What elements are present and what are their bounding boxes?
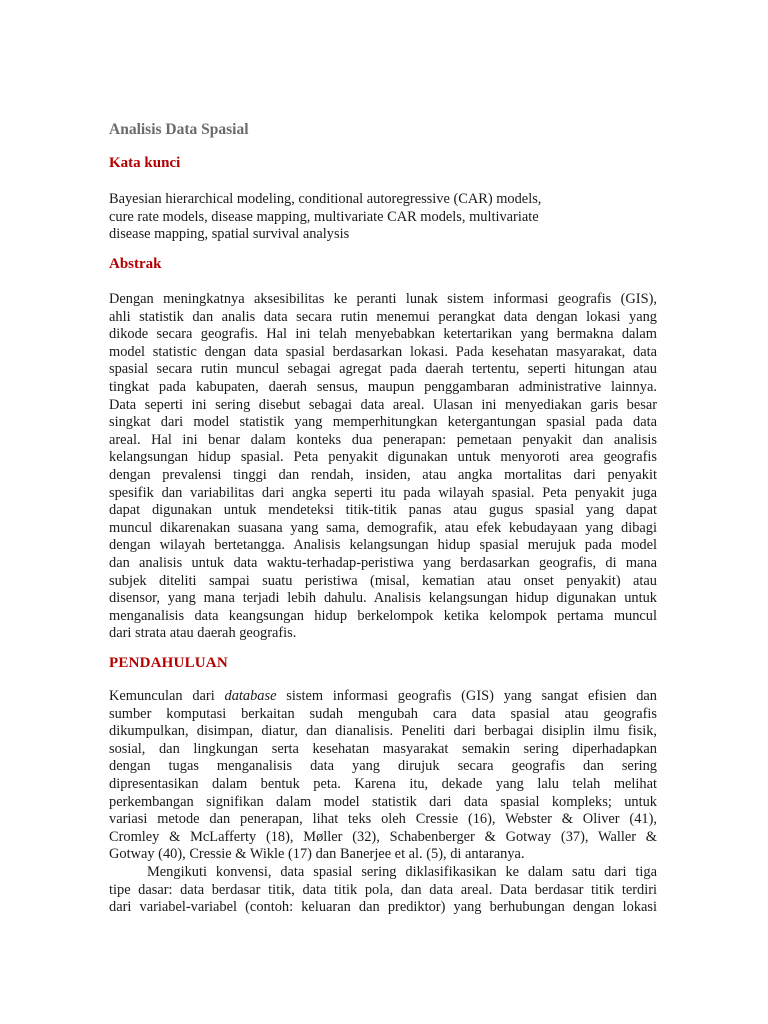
introduction-line: perkembangan signifikan dalam model statistik dari data spasial kompleks; untuk <box>109 793 657 810</box>
keywords-paragraph <box>109 191 657 244</box>
introduction-line: Cromley & McLafferty (18), Møller (32), Schabenberger & Gotway (37), Waller & <box>109 828 657 845</box>
introduction-line-prefix: Kemunculan dari <box>109 688 225 704</box>
abstract-line: dan analisis untuk data waktu-terhadap-peristiwa yang berdasarkan geografis, di mana <box>109 554 657 571</box>
abstract-line: singkat dari model statistik yang memperhitungkan ketergantungan spasial pada data <box>109 414 657 431</box>
keywords-heading: Kata kunci <box>109 155 181 171</box>
abstract-line: spasial secara rutin muncul sebagai agregat pada daerah tertentu, seperti hitungan atau <box>109 361 657 378</box>
introduction-line: variasi metode dan penerapan, lihat teks oleh Cressie (16), Webster & Oliver (41), <box>109 811 657 828</box>
abstract-heading: Abstrak <box>109 256 162 272</box>
abstract-line: kelangsungan hidup spasial. Peta penyakit digunakan untuk menyoroti area geografis <box>109 449 657 466</box>
keywords-line: disease mapping, spatial survival analysis <box>109 226 350 243</box>
introduction-line: Mengikuti konvensi, data spasial sering diklasifikasikan ke dalam satu dari tiga <box>147 863 657 880</box>
database-term: database <box>224 688 277 704</box>
abstract-line: tingkat pada kabupaten, daerah sensus, maupun penggambaran administrative lainnya. <box>109 378 657 395</box>
abstract-line: dapat digunakan untuk mendeteksi titik-titik panas atau gugus spasial yang dapat <box>109 502 657 519</box>
introduction-line <box>109 688 657 706</box>
abstract-line: Data seperti ini sering disebut sebagai data areal. Ulasan ini menyediakan garis besar <box>109 396 657 413</box>
keywords-line: cure rate models, disease mapping, multivariate CAR models, multivariate <box>109 208 539 225</box>
abstract-line: menganalisis data keangsungan hidup berkelompok ketika kelompok pertama muncul <box>109 607 657 624</box>
introduction-line: sumber komputasi berkaitan sudah mengubah cara data spasial atau geografis <box>109 705 657 722</box>
introduction-line: sosial, dan lingkungan serta kesehatan masyarakat semakin sering diperhadapkan <box>109 740 657 757</box>
introduction-line-suffix: sistem informasi geografis (GIS) yang sangat efisien dan <box>276 688 657 704</box>
abstract-line: ahli statistik dan analis data secara rutin menemui perangkat data dengan lokasi yang <box>109 308 657 325</box>
abstract-line: muncul dikarenakan suasana yang sama, demografik, atau efek kebudayaan yang dibagi <box>109 519 657 536</box>
introduction-line: Gotway (40), Cressie & Wikle (17) dan Banerjee et al. (5), di antaranya. <box>109 846 525 863</box>
abstract-line: areal. Hal ini benar dalam konteks dua penerapan: pemetaan penyakit dan analisis <box>109 431 657 448</box>
abstract-line: dengan prevalensi tinggi dan rendah, insiden, atau angka mortalitas dari penyakit <box>109 466 657 483</box>
abstract-paragraph <box>109 291 657 643</box>
abstract-line: dikode secara geografis. Hal ini telah menyebabkan ketertarikan yang bermakna dalam <box>109 326 657 343</box>
introduction-paragraph <box>109 688 657 917</box>
keywords-line: Bayesian hierarchical modeling, conditional autoregressive (CAR) models, <box>109 191 542 207</box>
introduction-line: dipresentasikan dalam bentuk peta. Karena itu, dekade yang lalu telah melihat <box>109 775 657 792</box>
introduction-line: dikumpulkan, disimpan, diatur, dan dianalisis. Peneliti dari berbagai disiplin ilmu fisik, <box>109 723 657 740</box>
introduction-line: tipe dasar: data berdasar titik, data titik pola, dan data areal. Data berdasar titik terdiri <box>109 881 657 898</box>
document-title: Analisis Data Spasial <box>109 121 249 138</box>
introduction-line: dengan tugas menganalisis data yang dirujuk secara geografis dan sering <box>109 758 657 775</box>
abstract-line: dengan wilayah bertetangga. Analisis kelangsungan hidup spasial merujuk pada model <box>109 537 657 554</box>
introduction-heading: PENDAHULUAN <box>109 655 228 671</box>
abstract-line: Dengan meningkatnya aksesibilitas ke peranti lunak sistem informasi geografis (GIS), <box>109 291 657 307</box>
abstract-line: subjek diteliti sampai suatu peristiwa (misal, kematian atau onset penyakit) atau <box>109 572 657 589</box>
abstract-line: model statistic dengan data spasial berdasarkan lokasi. Pada kesehatan masyarakat, data <box>109 343 657 360</box>
abstract-line: disensor, yang mana terjadi lebih dahulu. Analisis kelangsungan hidup digunakan untuk <box>109 590 657 607</box>
introduction-line: dari variabel-variabel (contoh: keluaran dan prediktor) yang berhubungan dengan lokasi <box>109 899 657 916</box>
abstract-line: spesifik dan variabilitas dari angka seperti itu pada wilayah spasial. Peta penyakit juga <box>109 484 657 501</box>
abstract-line: dari strata atau daerah geografis. <box>109 625 297 642</box>
